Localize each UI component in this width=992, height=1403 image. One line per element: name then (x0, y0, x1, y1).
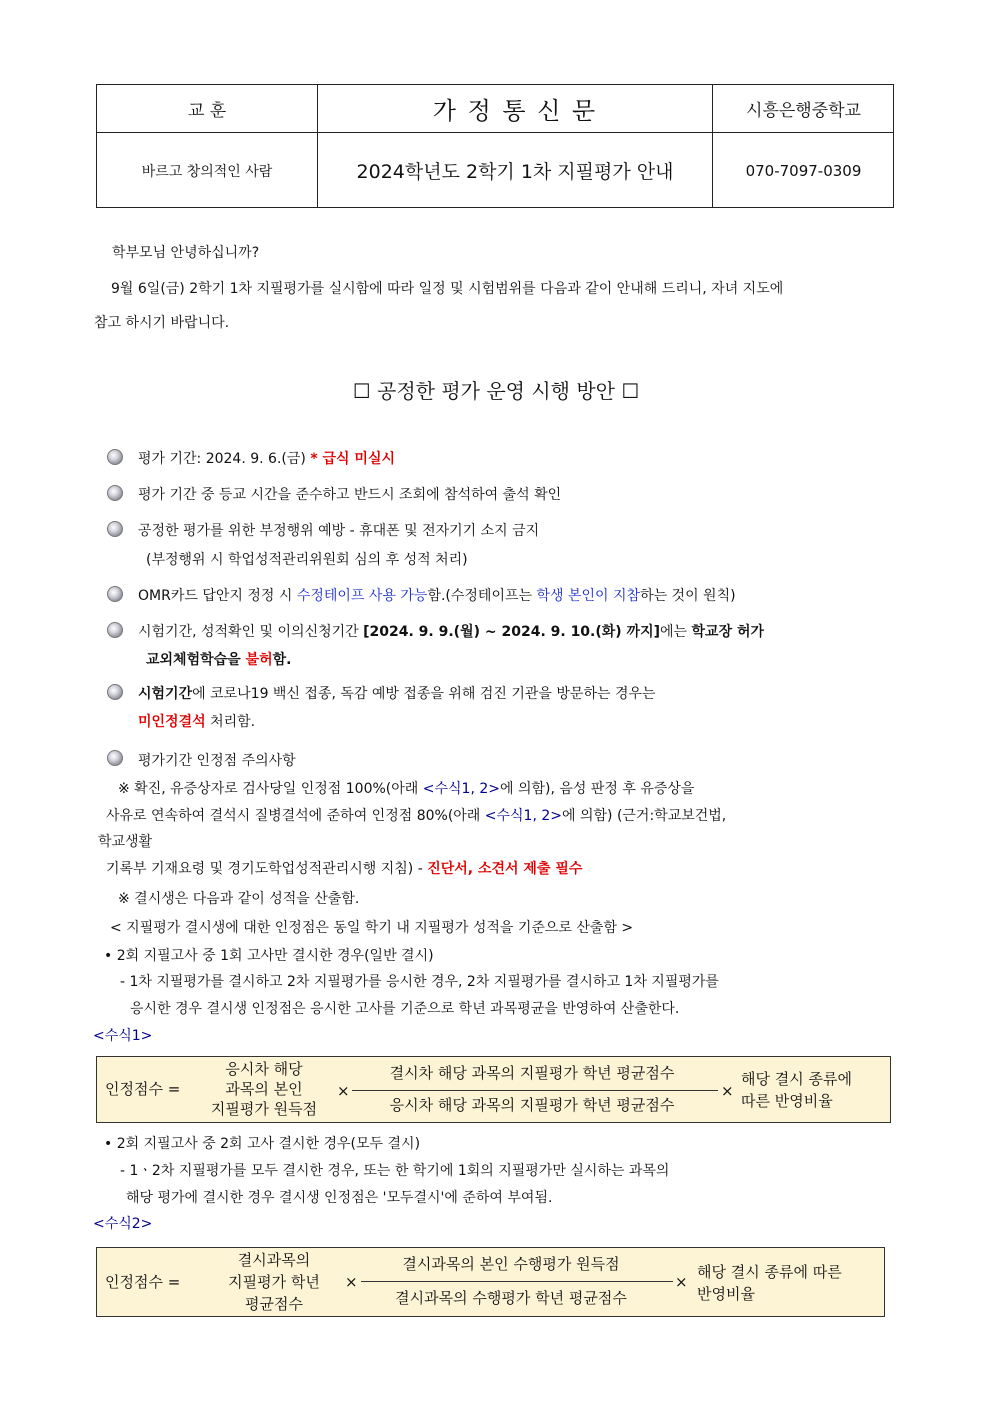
formula1-numerator: 결시차 해당 과목의 지필평가 학년 평균점수 (389, 1064, 675, 1082)
formula2-rhs-line1: 해당 결시 종류에 따른 (697, 1263, 842, 1281)
bullet-icon (107, 521, 123, 537)
header-table (96, 84, 894, 208)
school-phone: 070-7097-0309 (745, 161, 862, 180)
bullet-icon (107, 485, 123, 501)
note-case-one-desc-2: 응시한 경우 결시생 인정점은 응시한 고사를 기준으로 학년 과목평균을 반영하여 산출한다. (130, 1001, 680, 1017)
note-case-two: • 2회 지필고사 중 2회 고사 결시한 경우(모두 결시) (104, 1136, 421, 1152)
formula2-denominator: 결시과목의 수행평가 학년 평균점수 (395, 1289, 627, 1307)
note-absence: ※ 결시생은 다음과 같이 성적을 산출함. (118, 891, 360, 907)
bullet-icon (107, 622, 123, 638)
formula1-lhs: 인정점수 = (105, 1080, 181, 1098)
item-vaccination-cont: 미인정결석 처리함. (138, 714, 256, 730)
formula1-rhs-line2: 따른 반영비율 (741, 1092, 833, 1110)
notice-subject: 2024학년도 2학기 1차 지필평가 안내 (356, 161, 674, 183)
note-case-two-desc-1: - 1ㆍ2차 지필평가를 모두 결시한 경우, 또는 한 학기에 1회의 지필평가만 실시하는 과목의 (120, 1163, 670, 1179)
intro-line-1: 9월 6일(금) 2학기 1차 지필평가를 실시함에 따라 일정 및 시험범위를 다음과 같이 안내해 드리니, 자녀 지도에 (111, 281, 784, 297)
formula1-term-line1: 응시차 해당 (225, 1060, 303, 1078)
note-covid-1: ※ 확진, 유증상자로 검사당일 인정점 100%(아래 <수식1, 2>에 의함), 음성 판정 후 유증상을 (118, 781, 695, 797)
item-period: 평가 기간: 2024. 9. 6.(금) * 급식 미실시 (138, 451, 396, 467)
section-title: ☐ 공정한 평가 운영 시행 방안 ☐ (352, 379, 640, 403)
note-case-one: • 2회 지필고사 중 1회 고사만 결시한 경우(일반 결시) (104, 948, 434, 964)
formula2-numerator: 결시과목의 본인 수행평가 원득점 (402, 1255, 620, 1273)
formula1-rhs-line1: 해당 결시 종류에 (741, 1070, 852, 1088)
note-covid-4: 기록부 기재요령 및 경기도학업성적관리시행 지침) - 진단서, 소견서 제출 필수 (106, 861, 583, 877)
formula1-fraction-bar (352, 1090, 718, 1091)
formula2-times-1: × (345, 1273, 358, 1291)
motto-text: 바르고 창의적인 사람 (141, 163, 273, 180)
formula1-box (96, 1056, 891, 1123)
formula2-box (96, 1247, 885, 1317)
formula2-times-2: × (675, 1273, 688, 1291)
note-covid-2: 사유로 연속하여 결석시 질병결석에 준하여 인정점 80%(아래 <수식1, 2>에 의함) (근거:학교보건법, (106, 808, 727, 824)
formula2-lhs: 인정점수 = (105, 1273, 181, 1291)
item-field-trip-cont: 교외체험학습을 불허함. (146, 652, 292, 668)
item-attendance: 평가 기간 중 등교 시간을 준수하고 반드시 조회에 참석하여 출석 확인 (138, 487, 562, 503)
formula1-term-line3: 지필평가 원득점 (210, 1100, 318, 1118)
item-field-trip: 시험기간, 성적확인 및 이의신청기간 [2024. 9. 9.(월) ~ 2024. 9. 10.(화) 까지]에는 학교장 허가 (138, 624, 765, 640)
item-omr: OMR카드 답안지 정정 시 수정테이프 사용 가능함.(수정테이프는 학생 본인이 지참하는 것이 원칙) (138, 588, 736, 604)
bullet-icon (107, 586, 123, 602)
note-absence-basis: < 지필평가 결시생에 대한 인정점은 동일 학기 내 지필평가 성적을 기준으로 산출함 > (110, 920, 634, 936)
note-case-one-desc-1: - 1차 지필평가를 결시하고 2차 지필평가를 응시한 경우, 2차 지필평가를 결시하고 1차 지필평가를 (120, 974, 719, 990)
item-cheating-prevention: 공정한 평가를 위한 부정행위 예방 - 휴대폰 및 전자기기 소지 금지 (138, 523, 540, 539)
greeting: 학부모님 안녕하십니까? (112, 245, 260, 261)
formula1-times-1: × (337, 1082, 350, 1100)
formula2-term-line3: 평균점수 (245, 1295, 303, 1313)
bullet-icon (107, 449, 123, 465)
formula2-label: <수식2> (93, 1216, 153, 1232)
intro-line-2: 참고 하시기 바랍니다. (94, 315, 230, 331)
school-name: 시흥은행중학교 (746, 101, 861, 121)
formula1-label: <수식1> (93, 1028, 153, 1044)
formula1-denominator: 응시차 해당 과목의 지필평가 학년 평균점수 (389, 1096, 675, 1114)
bullet-icon (107, 684, 123, 700)
note-case-two-desc-2: 해당 평가에 결시한 경우 결시생 인정점은 '모두결시'에 준하여 부여됨. (126, 1190, 553, 1206)
formula2-fraction-bar (361, 1281, 673, 1282)
formula2-rhs-line2: 반영비율 (697, 1285, 755, 1303)
item-cheating-note: (부정행위 시 학업성적관리위원회 심의 후 성적 처리) (146, 552, 468, 568)
item-recognition-notes: 평가기간 인정점 주의사항 (138, 753, 296, 769)
document-title: 가 정 통 신 문 (432, 97, 598, 125)
item-vaccination: 시험기간에 코로나19 백신 접종, 독감 예방 접종을 위해 검진 기관을 방문하는 경우는 (138, 686, 656, 702)
motto-label: 교 훈 (187, 101, 227, 121)
formula2-term-line2: 지필평가 학년 (228, 1273, 320, 1291)
note-covid-3: 학교생활 (98, 834, 153, 850)
formula2-term-line1: 결시과목의 (237, 1251, 311, 1269)
formula1-term-line2: 과목의 본인 (225, 1080, 303, 1098)
formula1-times-2: × (721, 1082, 734, 1100)
bullet-icon (107, 750, 123, 766)
